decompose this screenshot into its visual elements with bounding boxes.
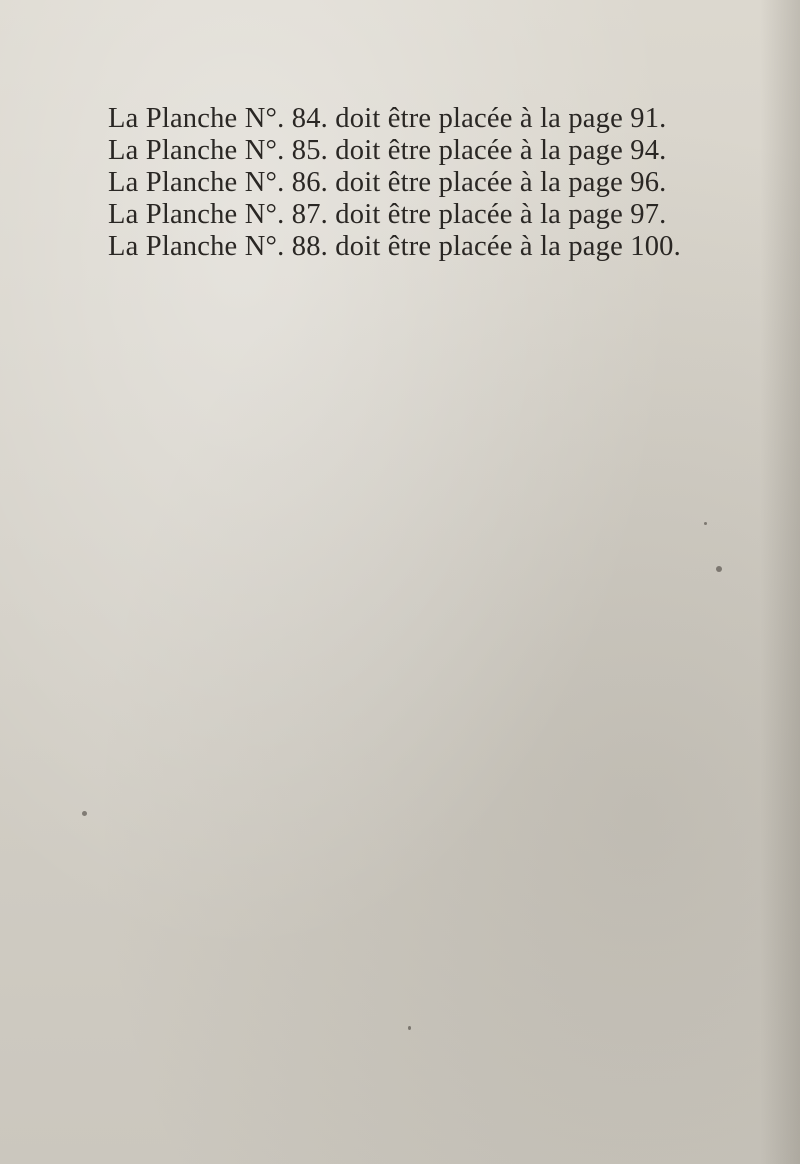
notice-line: La Planche N°. 88. doit être placée à la page 100. — [108, 231, 681, 262]
notice-line: La Planche N°. 86. doit être placée à la page 96. — [108, 167, 667, 198]
paper-speck — [704, 522, 707, 525]
notice-line: La Planche N°. 85. doit être placée à la page 94. — [108, 135, 667, 166]
paper-speck — [716, 566, 722, 572]
scan-edge-shadow — [760, 0, 800, 1164]
paper-speck — [82, 811, 87, 816]
paper-speck — [408, 1026, 411, 1030]
plate-placement-notice — [108, 103, 681, 263]
notice-line: La Planche N°. 87. doit être placée à la page 97. — [108, 199, 667, 230]
notice-line: La Planche N°. 84. doit être placée à la page 91. — [108, 103, 667, 134]
